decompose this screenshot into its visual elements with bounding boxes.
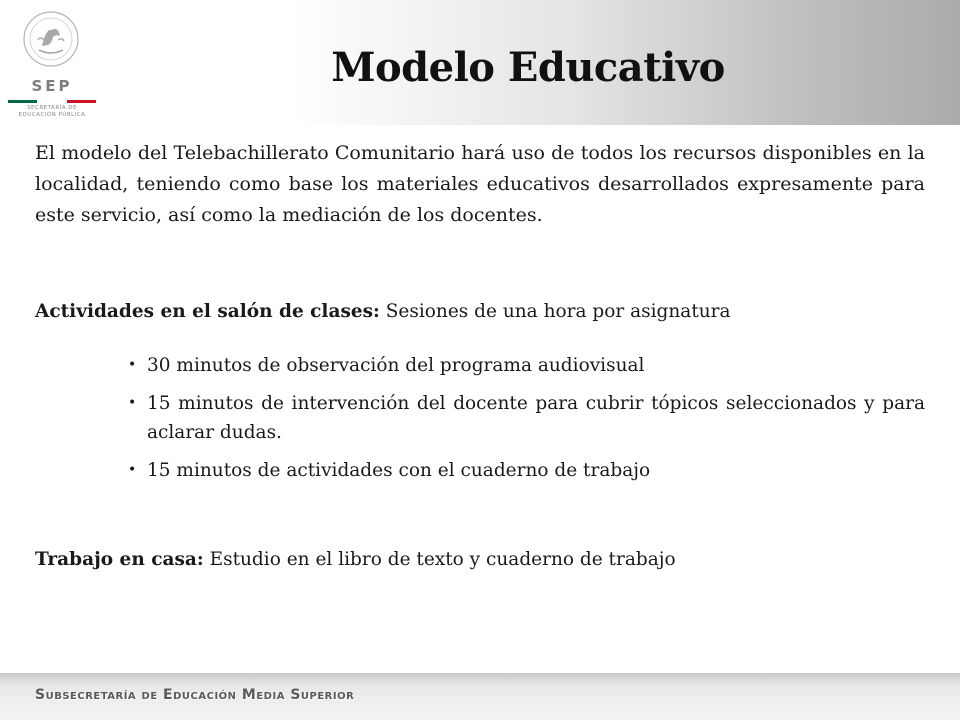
- sep-acronym: SEP: [31, 77, 73, 95]
- bullet-icon: •: [128, 395, 137, 411]
- list-item-text: 15 minutos de actividades con el cuaderno de trabajo: [147, 460, 651, 481]
- slide-header: [0, 0, 960, 125]
- home-label: Trabajo en casa:: [35, 549, 204, 570]
- classroom-activities: [35, 298, 925, 326]
- flag-stripe-red: [67, 100, 96, 103]
- intro-paragraph: El modelo del Telebachillerato Comunitario hará uso de todos los recursos disponibles en la localidad, teniendo como base los materiales educativos desarrollados expresamente para este servicio, así como la mediación de los docentes.: [35, 142, 925, 226]
- classroom-text: Sesiones de una hora por asignatura: [379, 301, 731, 322]
- bullet-icon: •: [128, 357, 137, 373]
- sep-subtitle: [4, 105, 100, 119]
- page-title: Modelo Educativo: [331, 44, 725, 91]
- list-item: [128, 389, 925, 447]
- sep-subtitle-line1: SECRETARÍA DE: [27, 105, 77, 111]
- list-item-text: 30 minutos de observación del programa audiovisual: [147, 355, 645, 376]
- classroom-label: Actividades en el salón de clases:: [35, 301, 380, 322]
- home-work: [35, 546, 925, 574]
- sep-subtitle-line2: EDUCACIÓN PÚBLICA: [18, 112, 86, 118]
- flag-stripe: [8, 100, 96, 103]
- home-text: Estudio en el libro de texto y cuaderno de trabajo: [203, 549, 676, 570]
- list-item: [128, 351, 925, 380]
- bullet-icon: •: [128, 462, 137, 478]
- list-item: [128, 456, 925, 485]
- flag-stripe-white: [37, 100, 66, 103]
- flag-stripe-green: [8, 100, 37, 103]
- footer-org-name: Subsecretaría de Educación Media Superior: [35, 687, 355, 703]
- activities-list: [128, 351, 925, 494]
- slide-footer: [0, 673, 960, 720]
- list-item-text: 15 minutos de intervención del docente para cubrir tópicos seleccionados y para aclarar dudas.: [147, 393, 925, 443]
